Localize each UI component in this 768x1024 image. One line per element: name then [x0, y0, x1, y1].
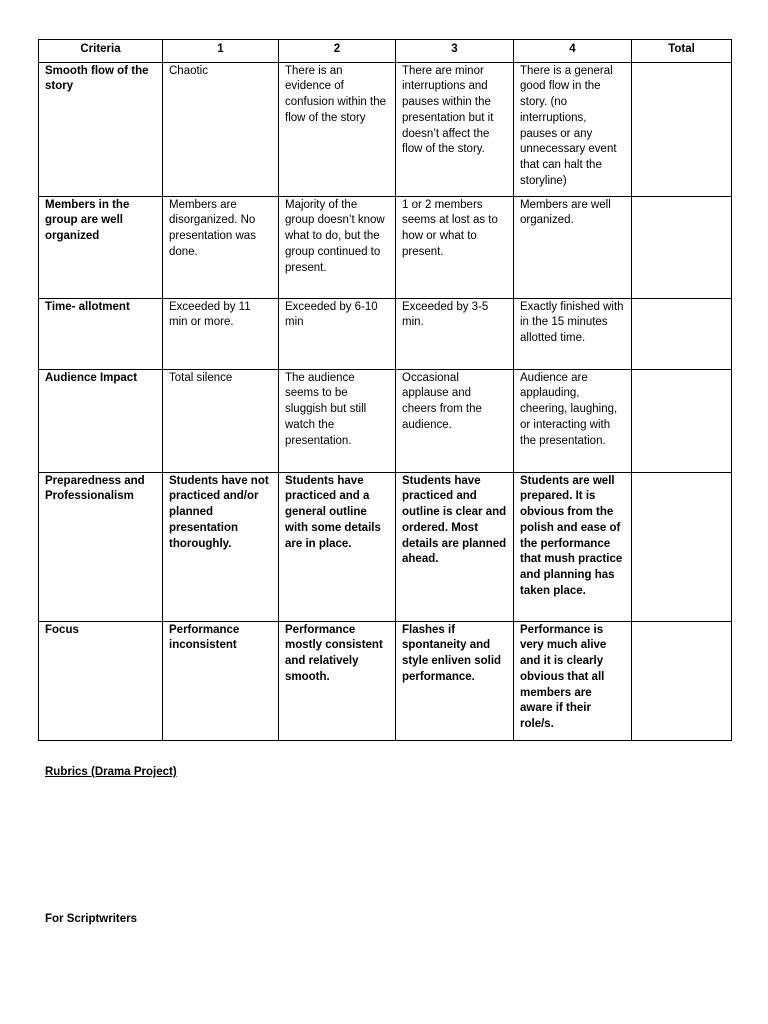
header-score-3: 3: [396, 40, 514, 63]
score-1-cell: Performance inconsistent: [163, 621, 279, 740]
score-3-cell: Flashes if spontaneity and style enliven solid performance.: [396, 621, 514, 740]
score-2-cell: Performance mostly consistent and relatively smooth.: [279, 621, 396, 740]
table-row: [39, 298, 732, 369]
table-row: [39, 196, 732, 298]
header-total: Total: [632, 40, 732, 63]
score-4-cell: Audience are applauding, cheering, laughing, or interacting with the presentation.: [514, 369, 632, 472]
score-3-cell: Students have practiced and outline is clear and ordered. Most details are planned ahead.: [396, 472, 514, 621]
score-4-cell: Exactly finished with in the 15 minutes allotted time.: [514, 298, 632, 369]
score-3-cell: There are minor interruptions and pauses within the presentation but it doesn’t affect the flow of the story.: [396, 62, 514, 196]
score-2-cell: Majority of the group doesn’t know what to do, but the group continued to present.: [279, 196, 396, 298]
header-score-4: 4: [514, 40, 632, 63]
table-row: [39, 62, 732, 196]
rubric-table: [38, 39, 732, 741]
total-cell: [632, 621, 732, 740]
score-3-cell: Exceeded by 3-5 min.: [396, 298, 514, 369]
header-row: [39, 40, 732, 63]
score-2-cell: Students have practiced and a general outline with some details are in place.: [279, 472, 396, 621]
score-1-cell: Members are disorganized. No presentation was done.: [163, 196, 279, 298]
score-3-cell: Occasional applause and cheers from the audience.: [396, 369, 514, 472]
score-1-cell: Total silence: [163, 369, 279, 472]
total-cell: [632, 62, 732, 196]
rubric-caption-title: Rubrics (Drama Project): [45, 766, 177, 778]
table-row: [39, 369, 732, 472]
header-score-1: 1: [163, 40, 279, 63]
score-1-cell: Chaotic: [163, 62, 279, 196]
table-row: [39, 472, 732, 621]
score-4-cell: Members are well organized.: [514, 196, 632, 298]
score-1-cell: Exceeded by 11 min or more.: [163, 298, 279, 369]
table-row: [39, 621, 732, 740]
criteria-cell: Audience Impact: [39, 369, 163, 472]
criteria-cell: Smooth flow of the story: [39, 62, 163, 196]
score-4-cell: There is a general good flow in the story. (no interruptions, pauses or any unnecessary event that can halt the storyline): [514, 62, 632, 196]
section-heading-scriptwriters: For Scriptwriters: [45, 913, 138, 925]
score-2-cell: There is an evidence of confusion within the flow of the story: [279, 62, 396, 196]
score-2-cell: Exceeded by 6-10 min: [279, 298, 396, 369]
total-cell: [632, 298, 732, 369]
total-cell: [632, 369, 732, 472]
score-3-cell: 1 or 2 members seems at lost as to how or what to present.: [396, 196, 514, 298]
score-4-cell: Performance is very much alive and it is clearly obvious that all members are aware if their role/s.: [514, 621, 632, 740]
criteria-cell: Members in the group are well organized: [39, 196, 163, 298]
total-cell: [632, 196, 732, 298]
score-4-cell: Students are well prepared. It is obvious from the polish and ease of the performance that mush practice and planning has taken place.: [514, 472, 632, 621]
header-criteria: Criteria: [39, 40, 163, 63]
criteria-cell: Preparedness and Professionalism: [39, 472, 163, 621]
criteria-cell: Time- allotment: [39, 298, 163, 369]
header-score-2: 2: [279, 40, 396, 63]
criteria-cell: Focus: [39, 621, 163, 740]
score-1-cell: Students have not practiced and/or planned presentation thoroughly.: [163, 472, 279, 621]
score-2-cell: The audience seems to be sluggish but still watch the presentation.: [279, 369, 396, 472]
total-cell: [632, 472, 732, 621]
